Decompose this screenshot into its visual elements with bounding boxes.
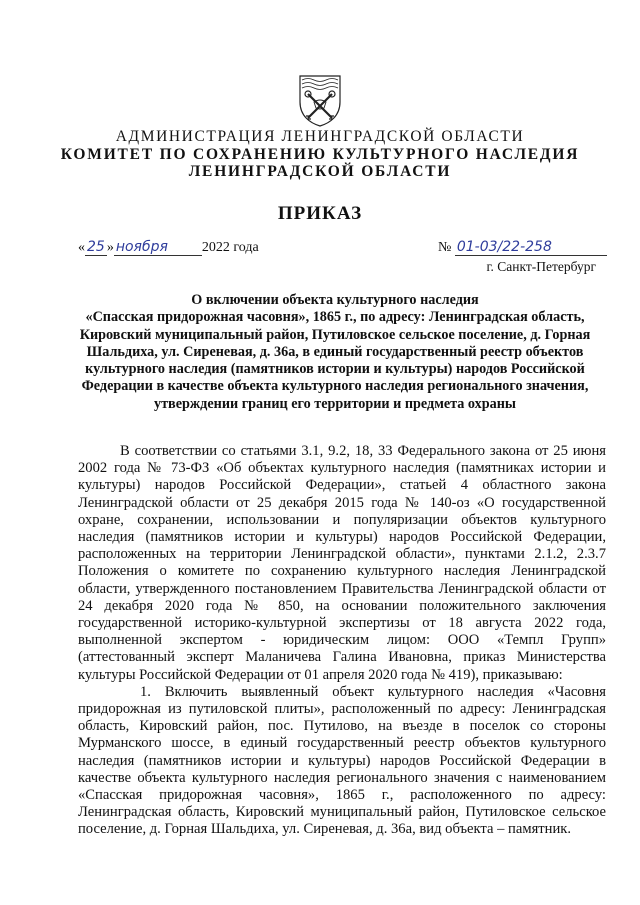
number-sign: №: [438, 240, 452, 255]
heading-line: Кировский муниципальный район, Путиловское сельское поселение, д. Горная: [79, 326, 591, 343]
order-body: [78, 443, 606, 839]
heading-line: Федерации в качестве объекта культурного наследия регионального значения,: [81, 378, 589, 395]
org-name-line3: ЛЕНИНГРАДСКОЙ ОБЛАСТИ: [188, 163, 452, 180]
org-name-line2: КОМИТЕТ ПО СОХРАНЕНИЮ КУЛЬТУРНОГО НАСЛЕДИЯ: [60, 146, 580, 163]
order-number: [438, 239, 607, 256]
order-title: ПРИКАЗ: [277, 203, 363, 224]
order-number-value: 01-03/22-258: [455, 239, 607, 256]
date-close-quote: »: [106, 240, 114, 255]
order-date: [78, 239, 259, 256]
date-month: ноября: [114, 239, 202, 256]
heading-line: О включении объекта культурного наследия: [191, 292, 479, 308]
order-heading: [70, 292, 600, 413]
order-city: г. Санкт-Петербург: [486, 259, 596, 274]
body-paragraph-item-1: 1. Включить выявленный объект культурного наследия «Часовня придорожная из путиловской плиты», расположенный по адресу: Ленинградская область, Кировский район, пос. Путилово, на въезде в поселок со стороны Мурманского шоссе, в единый государственный реестр объектов культурного наследия (памятников истории и культуры) народов Российской Федерации в качестве объекта культурного наследия регионального значения с наименованием «Спасская придорожная часовня», 1865 г., расположенного по адресу: Ленинградская область, Кировский муниципальный район, Путиловское сельское поселение, д. Горная Шальдиха, ул. Сиреневая, д. 36а, вид объекта – памятник.: [78, 683, 606, 838]
leningrad-oblast-coat-of-arms-icon: [296, 72, 344, 128]
org-name-line1: АДМИНИСТРАЦИЯ ЛЕНИНГРАДСКОЙ ОБЛАСТИ: [115, 128, 525, 145]
heading-line: утверждении границ его территории и предмета охраны: [153, 395, 517, 412]
heading-line: культурного наследия (памятников истории и культуры) народов Российской: [85, 361, 585, 378]
body-paragraph-preamble: В соответствии со статьями 3.1, 9.2, 18, 33 Федерального закона от 25 июня 2002 года № 73-ФЗ «Об объектах культурного наследия (памятниках истории и культуры) народов Российской Федерации», статьей 4 областного закона Ленинградской области от 25 декабря 2015 года № 140-оз «О государственной охране, сохранении, использовании и популяризации объектов культурного наследия (памятников истории и культуры) народов Российской Федерации, расположенных на территории Ленинградской области», пунктами 2.1.2, 2.3.7 Положения о комитете по сохранению культурного наследия Ленинградской области, утвержденного постановлением Правительства Ленинградской области от 24 декабря 2020 года № 850, на основании положительного заключения государственной историко-культурной экспертизы от 18 августа 2022 года, выполненной экспертом - юридическим лицом: ООО «Темпл Групп» (аттестованный эксперт Маланичева Галина Ивановна, приказ Министерства культуры Российской Федерации от 01 апреля 2020 года № 419), приказываю:: [78, 443, 606, 683]
date-day: 25: [87, 239, 105, 255]
date-year: 2022 года: [201, 240, 259, 255]
heading-line: Шальдиха, ул. Сиреневая, д. 36а, в единый государственный реестр объектов: [86, 343, 584, 360]
heading-line: «Спасская придорожная часовня», 1865 г., по адресу: Ленинградская область,: [85, 309, 585, 326]
date-open-quote: «: [78, 240, 85, 255]
